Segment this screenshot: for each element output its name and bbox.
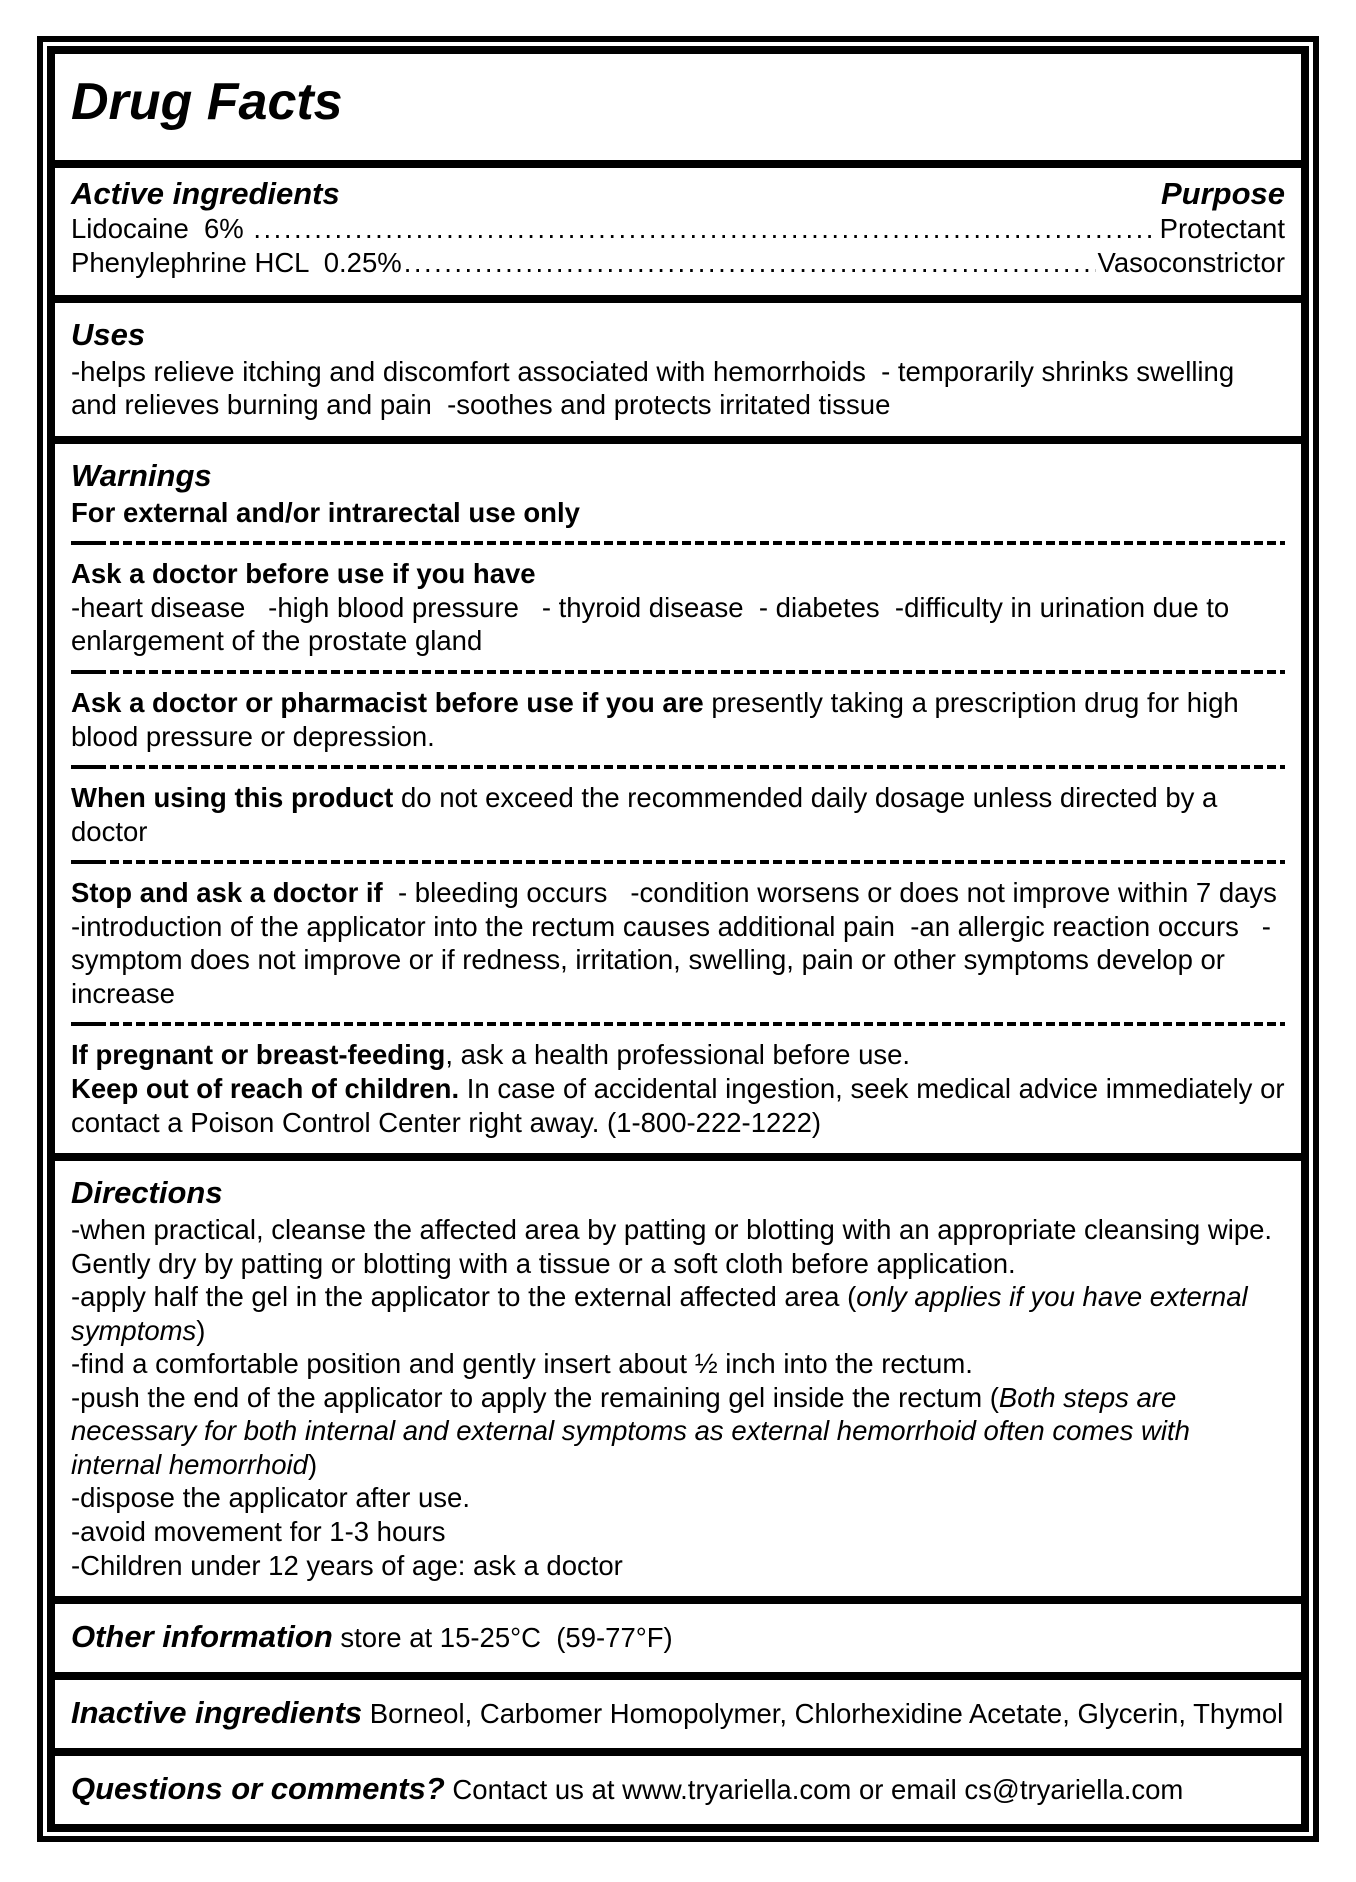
uses-body: -helps relieve itching and discomfort associated with hemorrhoids - temporarily shrinks swelling and relieves burning and pain -soothes and protects irritated tissue (71, 355, 1242, 421)
dot-leader (253, 212, 1157, 246)
active-ingredients-header-row (71, 176, 1285, 212)
ask-pharmacist-paragraph (71, 686, 1285, 753)
ingredient-row (71, 246, 1285, 280)
other-information-section (47, 1596, 1309, 1680)
when-using-body: do not exceed the recommended daily dosage unless directed by a doctor (71, 782, 1225, 847)
active-ingredients-heading: Active ingredients (71, 176, 340, 211)
ask-pharmacist-body: presently taking a prescription drug for high blood pressure or depression. (71, 687, 1247, 752)
ask-doctor-bold: Ask a doctor before use if you have (71, 558, 536, 590)
uses-heading: Uses (71, 316, 146, 352)
pregnant-body: , ask a health professional before use. (445, 1039, 911, 1071)
stop-ask-doctor-paragraph (71, 876, 1285, 1010)
pregnant-bold: If pregnant or breast-feeding (71, 1039, 446, 1071)
inactive-ingredients-section (47, 1672, 1309, 1756)
direction-item (71, 1515, 1285, 1549)
direction-item (71, 1347, 1285, 1381)
inactive-ingredients-heading: Inactive ingredients (71, 1694, 363, 1730)
direction-text: -avoid movement for 1-3 hours (71, 1515, 446, 1547)
questions-comments-line (71, 1770, 1285, 1808)
when-using-paragraph (71, 781, 1285, 848)
direction-text: ) (196, 1314, 206, 1346)
title-section (47, 46, 1309, 168)
keep-out-body: In case of accidental ingestion, seek medical advice immediately or contact a Poison Control Center right away. (1-800-222-1222) (71, 1072, 1293, 1138)
dashed-divider (71, 670, 1285, 674)
warnings-section (47, 436, 1309, 1161)
direction-text: ) (307, 1448, 318, 1480)
ingredient-row (71, 212, 1285, 246)
directions-section (47, 1153, 1309, 1604)
purpose-heading: Purpose (1160, 176, 1285, 211)
dashed-divider (71, 765, 1285, 769)
dashed-divider (71, 1022, 1285, 1026)
when-using-bold: When using this product (71, 782, 394, 814)
external-use-statement: For external and/or intrarectal use only (71, 496, 580, 528)
other-information-body: store at 15-25°C (59-77°F) (332, 1622, 673, 1654)
direction-item (71, 1481, 1285, 1515)
ingredient-purpose: Protectant (1159, 213, 1285, 244)
other-information-line (71, 1618, 1285, 1656)
stop-ask-doctor-body: - bleeding occurs -condition worsens or does not improve within 7 days -introduction of the applicator into the rectum causes additional pain -an allergic reaction occurs - symptom does not improve or if redness, irritation, swelling, pain or other symptoms develop or increase (71, 877, 1285, 1009)
direction-item (71, 1280, 1285, 1347)
direction-italic-note: only applies if you have external symptoms (71, 1281, 1256, 1346)
direction-text: -find a comfortable position and gently insert about ½ inch into the rectum. (71, 1348, 973, 1380)
questions-comments-body: Contact us at www.tryariella.com or email cs@tryariella.com (444, 1773, 1184, 1805)
direction-text: -dispose the applicator after use. (71, 1482, 470, 1514)
page-title: Drug Facts (71, 73, 343, 131)
directions-heading: Directions (71, 1175, 223, 1211)
pregnant-paragraph (71, 1038, 1285, 1072)
ask-pharmacist-bold: Ask a doctor or pharmacist before use if you are (71, 687, 704, 719)
direction-text: -apply half the gel in the applicator to the external affected area ( (71, 1281, 857, 1313)
ask-doctor-paragraph (71, 557, 1285, 591)
questions-comments-heading: Questions or comments? (71, 1770, 445, 1806)
uses-section (47, 295, 1309, 444)
direction-text: -when practical, cleanse the affected area by patting or blotting with an appropriate cleansing wipe. Gently dry by patting or blotting with a tissue or a soft cloth before application. (71, 1214, 1280, 1279)
direction-italic-note: Both steps are necessary for both internal and external symptoms as external hemorrhoid often comes with internal hemorrhoid (71, 1381, 1198, 1480)
keep-out-bold: Keep out of reach of children. (71, 1072, 460, 1104)
stop-ask-doctor-bold: Stop and ask a doctor if (71, 877, 383, 909)
ingredient-name: Lidocaine 6% (71, 213, 252, 244)
dot-leader (404, 246, 1096, 280)
dashed-divider (71, 860, 1285, 864)
dashed-divider (71, 541, 1285, 545)
keep-out-paragraph (71, 1072, 1293, 1139)
direction-text: -Children under 12 years of age: ask a doctor (71, 1549, 623, 1581)
active-ingredients-section (47, 160, 1309, 303)
inactive-ingredients-body: Borneol, Carbomer Homopolymer, Chlorhexidine Acetate, Glycerin, Thymol (362, 1697, 1284, 1729)
warnings-heading: Warnings (71, 457, 212, 493)
inactive-ingredients-line (71, 1694, 1285, 1732)
other-information-heading: Other information (71, 1619, 333, 1655)
direction-item (71, 1549, 1285, 1583)
direction-item (71, 1381, 1285, 1482)
ingredient-name: Phenylephrine HCL 0.25% (71, 247, 402, 279)
direction-item (71, 1213, 1285, 1280)
ingredient-purpose: Vasoconstrictor (1097, 247, 1285, 279)
drug-facts-panel (37, 36, 1319, 1842)
ask-doctor-body: -heart disease -high blood pressure - thyroid disease - diabetes -difficulty in urination due to enlargement of the prostate gland (71, 591, 1237, 657)
direction-text: -push the end of the applicator to apply the remaining gel inside the rectum ( (71, 1381, 999, 1413)
questions-comments-section (47, 1748, 1309, 1832)
